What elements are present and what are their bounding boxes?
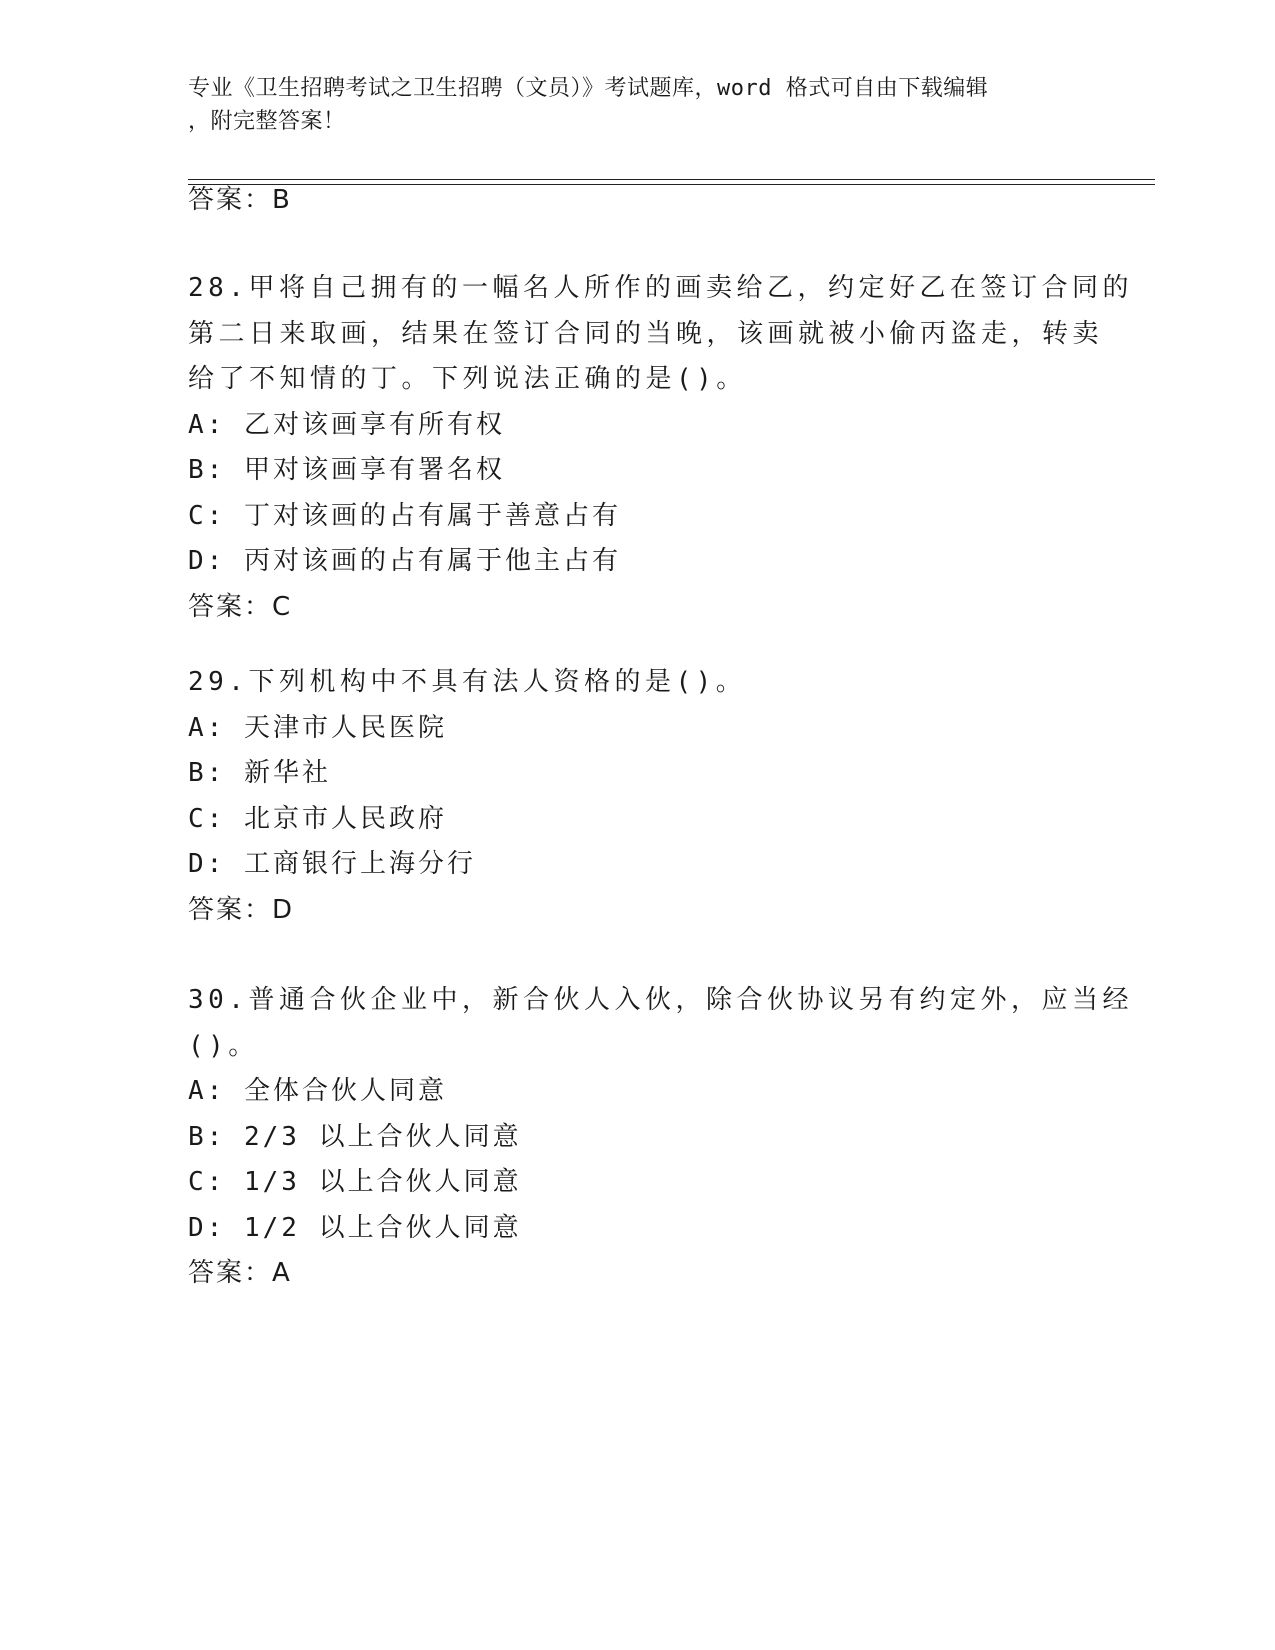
stem-line: 第二日来取画，结果在签订合同的当晚，该画就被小偷丙盗走，转卖 xyxy=(188,318,1104,349)
document-header xyxy=(188,72,1088,138)
option-c: C: 1/3 以上合伙人同意 xyxy=(188,1167,522,1197)
stem-line: 给了不知情的丁。下列说法正确的是()。 xyxy=(188,364,747,394)
option-d: D: 1/2 以上合伙人同意 xyxy=(188,1212,522,1243)
option-c: C: 丁对该画的占有属于善意占有 xyxy=(188,500,621,531)
question-stem xyxy=(188,660,1088,706)
question-29 xyxy=(188,660,1088,933)
option-a: A: 天津市人民医院 xyxy=(188,712,447,743)
header-line-1: 专业《卫生招聘考试之卫生招聘（文员）》考试题库，word 格式可自由下载编辑 xyxy=(188,76,989,101)
answer-label: 答案：C xyxy=(188,591,293,622)
answer-label: 答案：D xyxy=(188,894,295,925)
stem-line: 28.甲将自己拥有的一幅名人所作的画卖给乙，约定好乙在签订合同的 xyxy=(188,273,1133,303)
stem-line: 30.普通合伙企业中，新合伙人入伙，除合伙协议另有约定外，应当经 xyxy=(188,985,1133,1015)
option-b: B: 甲对该画享有署名权 xyxy=(188,455,505,485)
question-stem xyxy=(188,266,1133,403)
previous-answer-block xyxy=(188,178,1088,224)
question-stem xyxy=(188,978,1133,1069)
header-line-2: ，附完整答案！ xyxy=(188,109,346,134)
option-d: D: 工商银行上海分行 xyxy=(188,849,476,879)
stem-line: 29.下列机构中不具有法人资格的是()。 xyxy=(188,667,747,697)
option-b: B: 2/3 以上合伙人同意 xyxy=(188,1121,522,1152)
option-a: A: 乙对该画享有所有权 xyxy=(188,409,505,440)
option-a: A: 全体合伙人同意 xyxy=(188,1076,447,1106)
answer-label: 答案：A xyxy=(188,1258,292,1288)
question-30 xyxy=(188,978,1133,1297)
option-d: D: 丙对该画的占有属于他主占有 xyxy=(188,546,621,576)
option-b: B: 新华社 xyxy=(188,758,331,788)
answer-label: 答案：B xyxy=(188,185,292,215)
stem-line: ()。 xyxy=(188,1030,259,1061)
option-c: C: 北京市人民政府 xyxy=(188,803,447,834)
question-28 xyxy=(188,266,1133,630)
